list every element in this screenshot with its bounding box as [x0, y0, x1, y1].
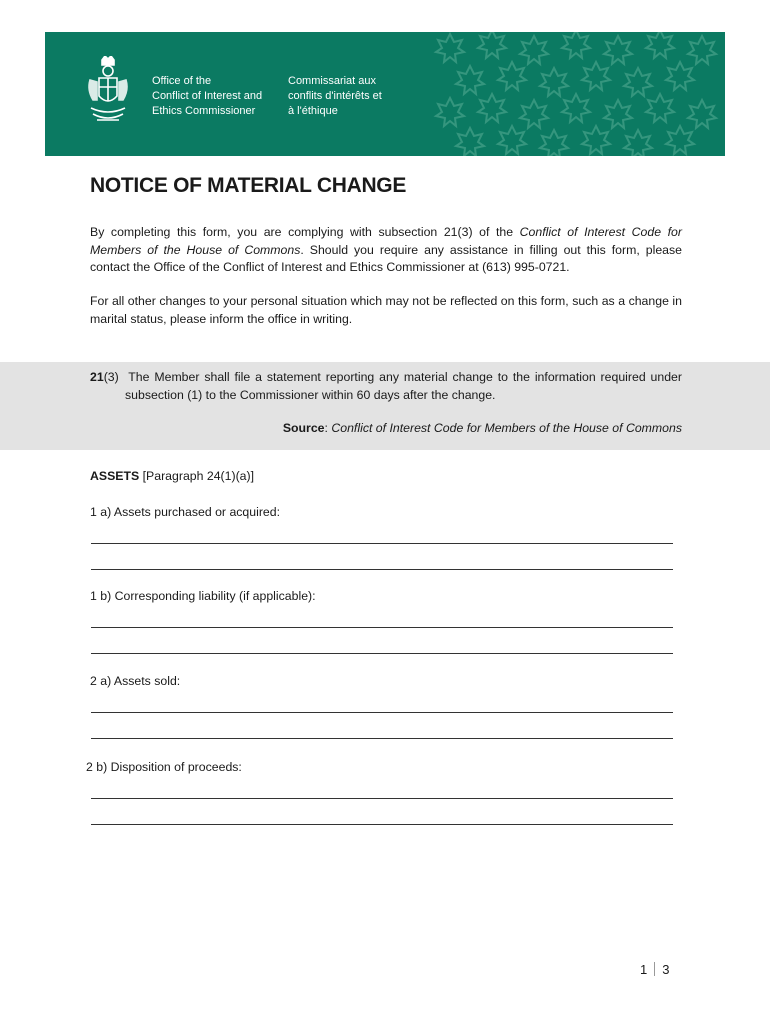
question-1a-label: 1 a) Assets purchased or acquired: [90, 505, 281, 519]
answer-line-2b-2[interactable] [91, 824, 673, 825]
question-1b-label: 1 b) Corresponding liability (if applicable): [90, 589, 316, 603]
answer-line-2a-2[interactable] [91, 738, 673, 739]
answer-line-1a-2[interactable] [91, 569, 673, 570]
excerpt-source: Source: Conflict of Interest Code for Members of the House of Commons [282, 421, 682, 435]
assets-section-heading: ASSETS [Paragraph 24(1)(a)] [90, 469, 255, 483]
document-title: NOTICE OF MATERIAL CHANGE [90, 174, 407, 197]
answer-line-1a-1[interactable] [91, 543, 673, 544]
office-name-english: Office of the Conflict of Interest and Ethics Commissioner [152, 75, 263, 117]
coat-of-arms-icon [85, 56, 131, 128]
answer-line-1b-2[interactable] [91, 653, 673, 654]
maple-leaf-pattern-icon [430, 32, 725, 156]
office-name-french: Commissariat aux conflits d'intérêts et à l'éthique [288, 75, 382, 117]
header-banner [45, 32, 725, 156]
answer-line-2b-1[interactable] [91, 798, 673, 799]
question-2b-label: 2 b) Disposition of proceeds: [86, 760, 242, 774]
question-2a-label: 2 a) Assets sold: [90, 674, 181, 688]
intro-paragraph: By completing this form, you are complying with subsection 21(3) of the Conflict of Interest Code for Members of the House of Commons. Should you require any assistance in filling out this form, please contact the Office of the Conflict of Interest and Ethics Commissioner at (613) 995-0721. [90, 225, 682, 274]
code-excerpt-box [0, 362, 770, 450]
page-separator [654, 962, 655, 976]
code-name: Conflict of Interest Code for Members of the House of Commons [90, 225, 682, 257]
page-number: 1 3 [640, 962, 670, 977]
other-changes-paragraph: For all other changes to your personal situation which may not be reflected on this form, such as a change in marital status, please inform the office in writing. [90, 294, 682, 326]
answer-line-2a-1[interactable] [91, 712, 673, 713]
answer-line-1b-1[interactable] [91, 627, 673, 628]
code-excerpt-text: 21(3) The Member shall file a statement reporting any material change to the information required under subsection (1) to the Commissioner within 60 days after the change. [90, 370, 682, 402]
